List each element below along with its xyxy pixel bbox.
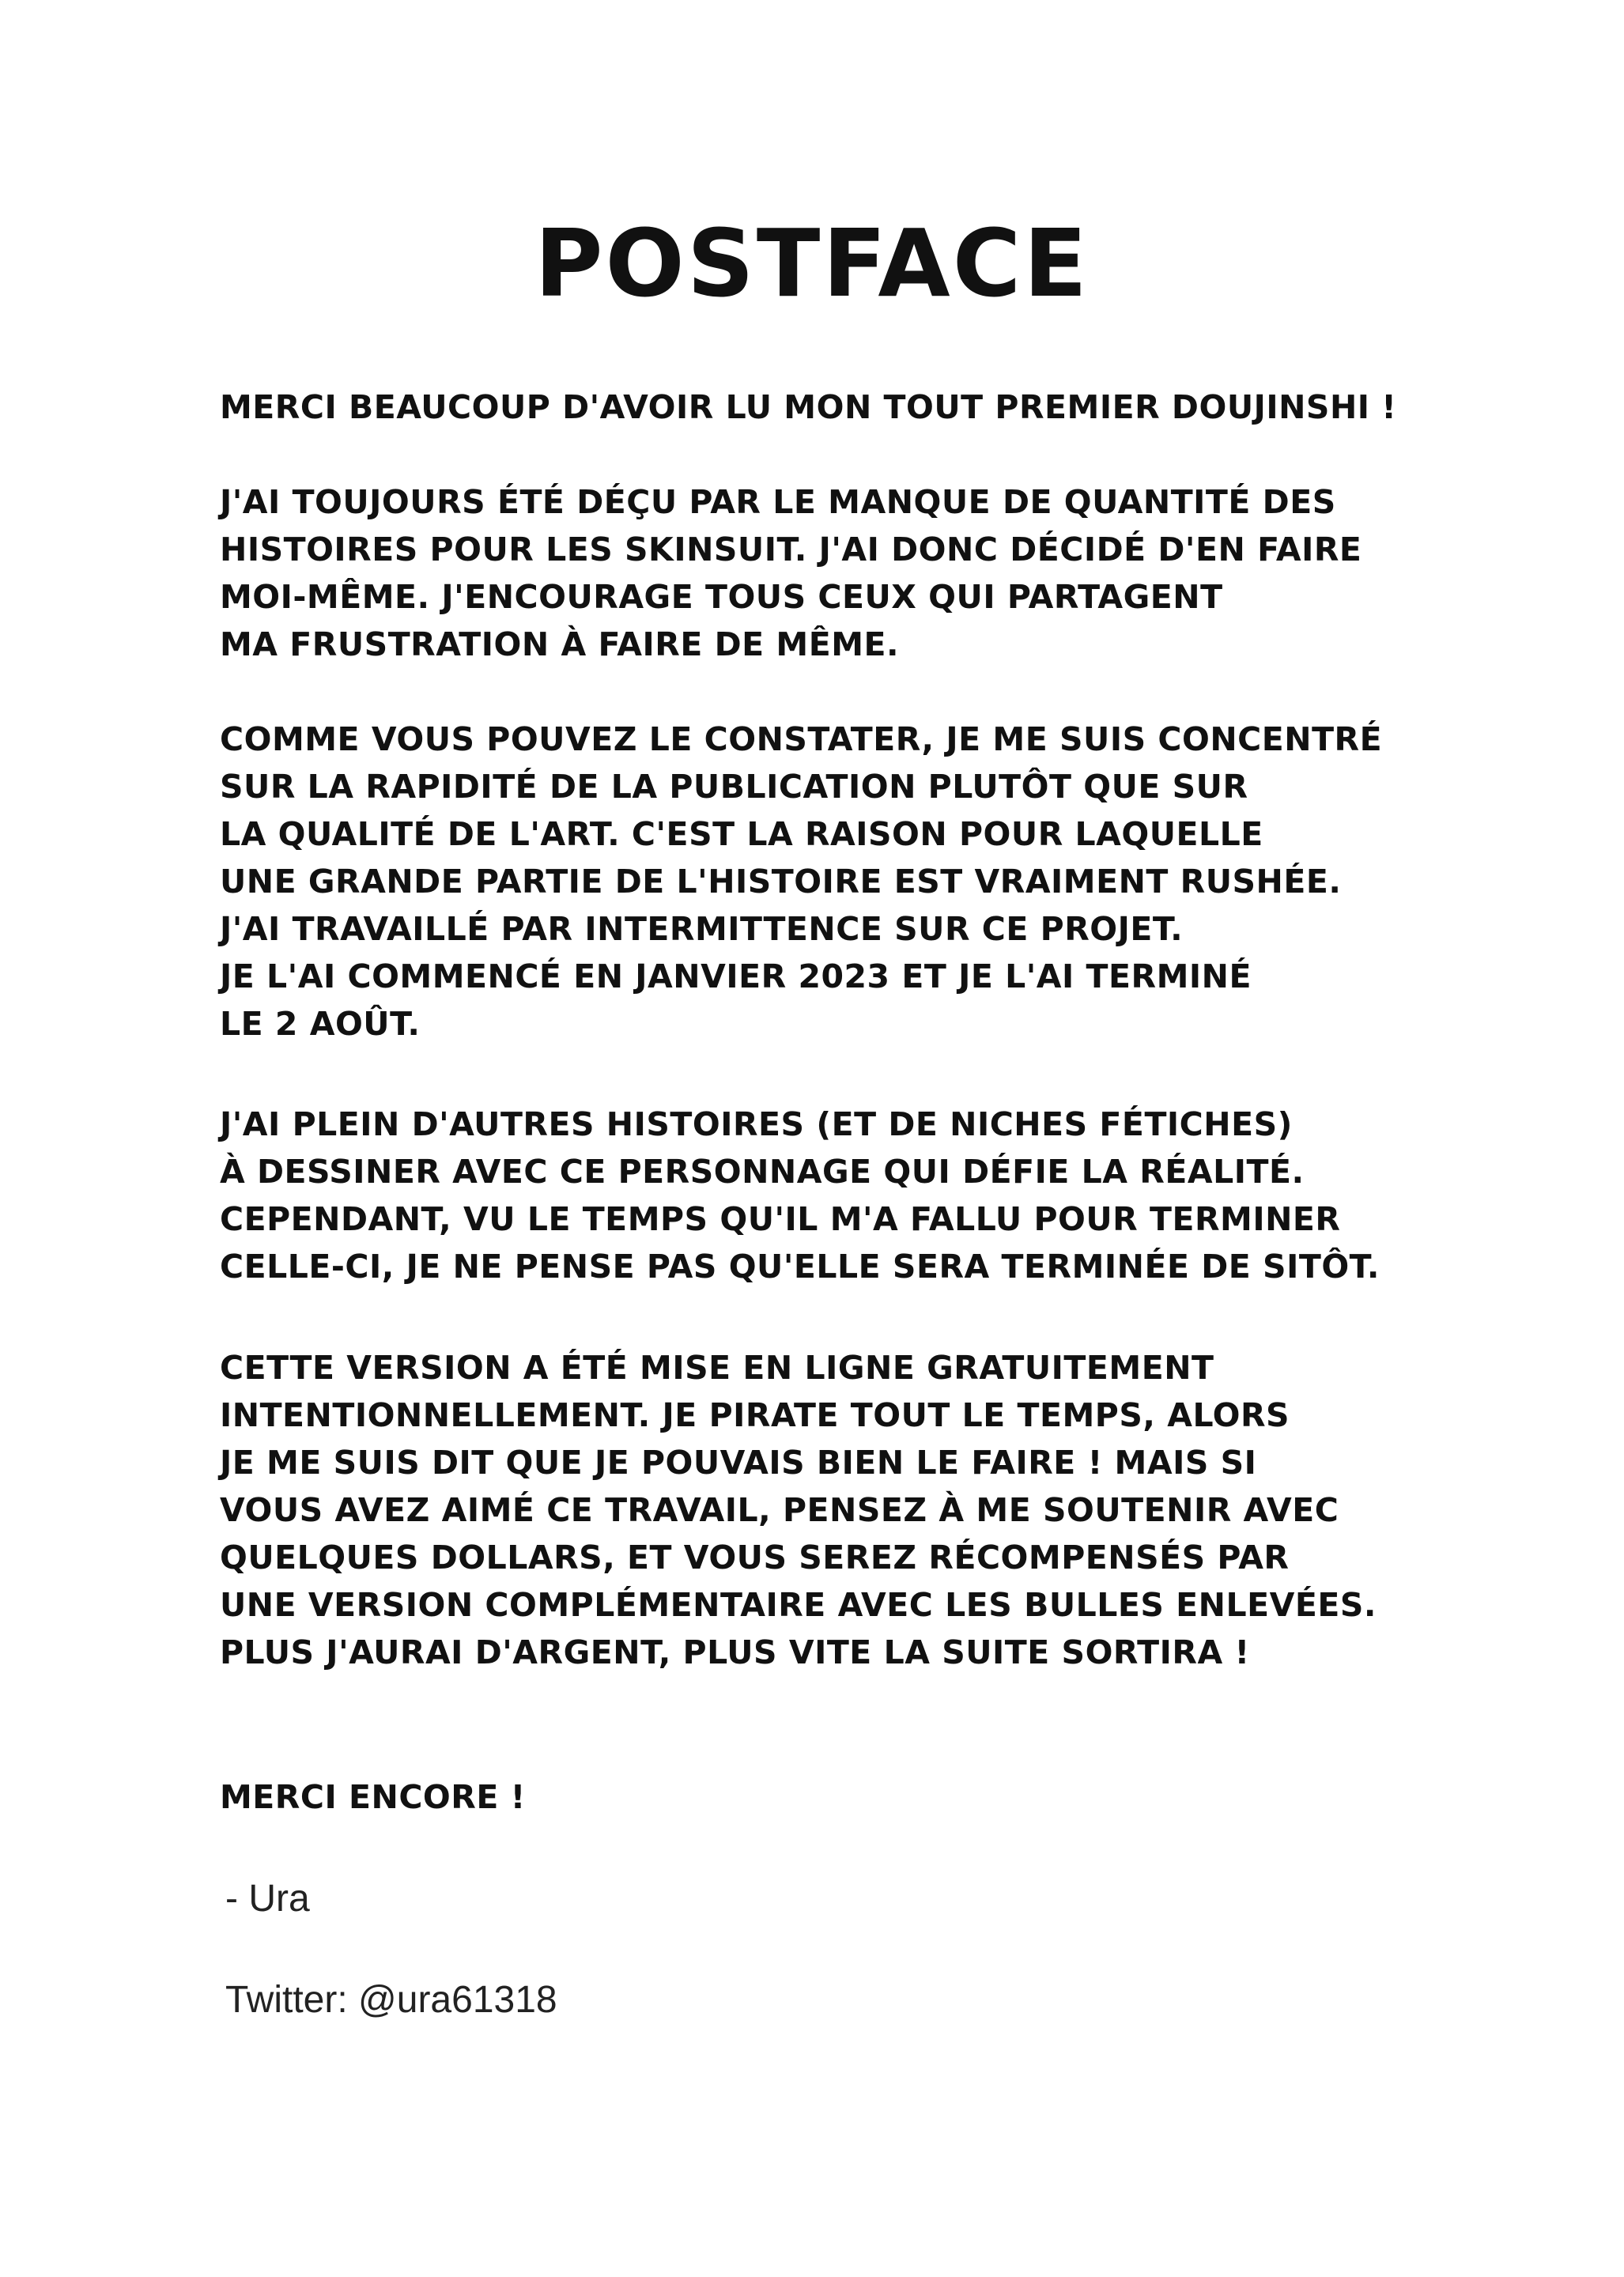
text-line: JE ME SUIS DIT QUE JE POUVAIS BIEN LE FAIRE ! MAIS SI: [220, 1444, 1257, 1482]
paragraph-production: [220, 716, 1382, 1048]
signature: - Ura: [225, 1878, 310, 1920]
text-line: SUR LA RAPIDITÉ DE LA PUBLICATION PLUTÔT QUE SUR: [220, 768, 1248, 806]
paragraph-support: [220, 1344, 1377, 1676]
page-title: POSTFACE: [534, 209, 1090, 318]
text-line: JE L'AI COMMENCÉ EN JANVIER 2023 ET JE L'AI TERMINÉ: [220, 957, 1252, 995]
paragraph-future: [220, 1101, 1380, 1290]
text-line: HISTOIRES POUR LES SKINSUIT. J'AI DONC DÉCIDÉ D'EN FAIRE: [220, 531, 1362, 568]
twitter-handle: Twitter: @ura61318: [225, 1979, 557, 2021]
text-line: MA FRUSTRATION À FAIRE DE MÊME.: [220, 625, 900, 663]
text-line: QUELQUES DOLLARS, ET VOUS SEREZ RÉCOMPENSÉS PAR: [220, 1539, 1290, 1577]
text-line: PLUS J'AURAI D'ARGENT, PLUS VITE LA SUITE SORTIRA !: [220, 1633, 1250, 1671]
text-line: LE 2 AOÛT.: [220, 1005, 421, 1043]
text-line: VOUS AVEZ AIMÉ CE TRAVAIL, PENSEZ À ME SOUTENIR AVEC: [220, 1491, 1339, 1529]
text-line: J'AI TRAVAILLÉ PAR INTERMITTENCE SUR CE PROJET.: [220, 910, 1184, 948]
text-line: MERCI ENCORE !: [220, 1778, 526, 1816]
text-line: UNE VERSION COMPLÉMENTAIRE AVEC LES BULLES ENLEVÉES.: [220, 1586, 1377, 1624]
paragraph-motivation: [220, 478, 1362, 668]
text-line: UNE GRANDE PARTIE DE L'HISTOIRE EST VRAIMENT RUSHÉE.: [220, 863, 1342, 901]
paragraph-closing: [220, 1773, 526, 1821]
text-line: MOI-MÊME. J'ENCOURAGE TOUS CEUX QUI PARTAGENT: [220, 578, 1223, 616]
text-line: LA QUALITÉ DE L'ART. C'EST LA RAISON POUR LAQUELLE: [220, 815, 1263, 853]
text-line: CELLE-CI, JE NE PENSE PAS QU'ELLE SERA TERMINÉE DE SITÔT.: [220, 1248, 1380, 1286]
text-line: À DESSINER AVEC CE PERSONNAGE QUI DÉFIE LA RÉALITÉ.: [220, 1153, 1305, 1191]
text-line: MERCI BEAUCOUP D'AVOIR LU MON TOUT PREMIER DOUJINSHI !: [220, 388, 1397, 426]
text-line: CETTE VERSION A ÉTÉ MISE EN LIGNE GRATUITEMENT: [220, 1349, 1214, 1387]
paragraph-thanks: [220, 383, 1397, 431]
text-line: INTENTIONNELLEMENT. JE PIRATE TOUT LE TEMPS, ALORS: [220, 1396, 1290, 1434]
text-line: CEPENDANT, VU LE TEMPS QU'IL M'A FALLU POUR TERMINER: [220, 1200, 1341, 1238]
text-line: J'AI TOUJOURS ÉTÉ DÉÇU PAR LE MANQUE DE QUANTITÉ DES: [220, 483, 1336, 521]
text-line: COMME VOUS POUVEZ LE CONSTATER, JE ME SUIS CONCENTRÉ: [220, 720, 1383, 758]
text-line: J'AI PLEIN D'AUTRES HISTOIRES (ET DE NICHES FÉTICHES): [220, 1105, 1293, 1143]
